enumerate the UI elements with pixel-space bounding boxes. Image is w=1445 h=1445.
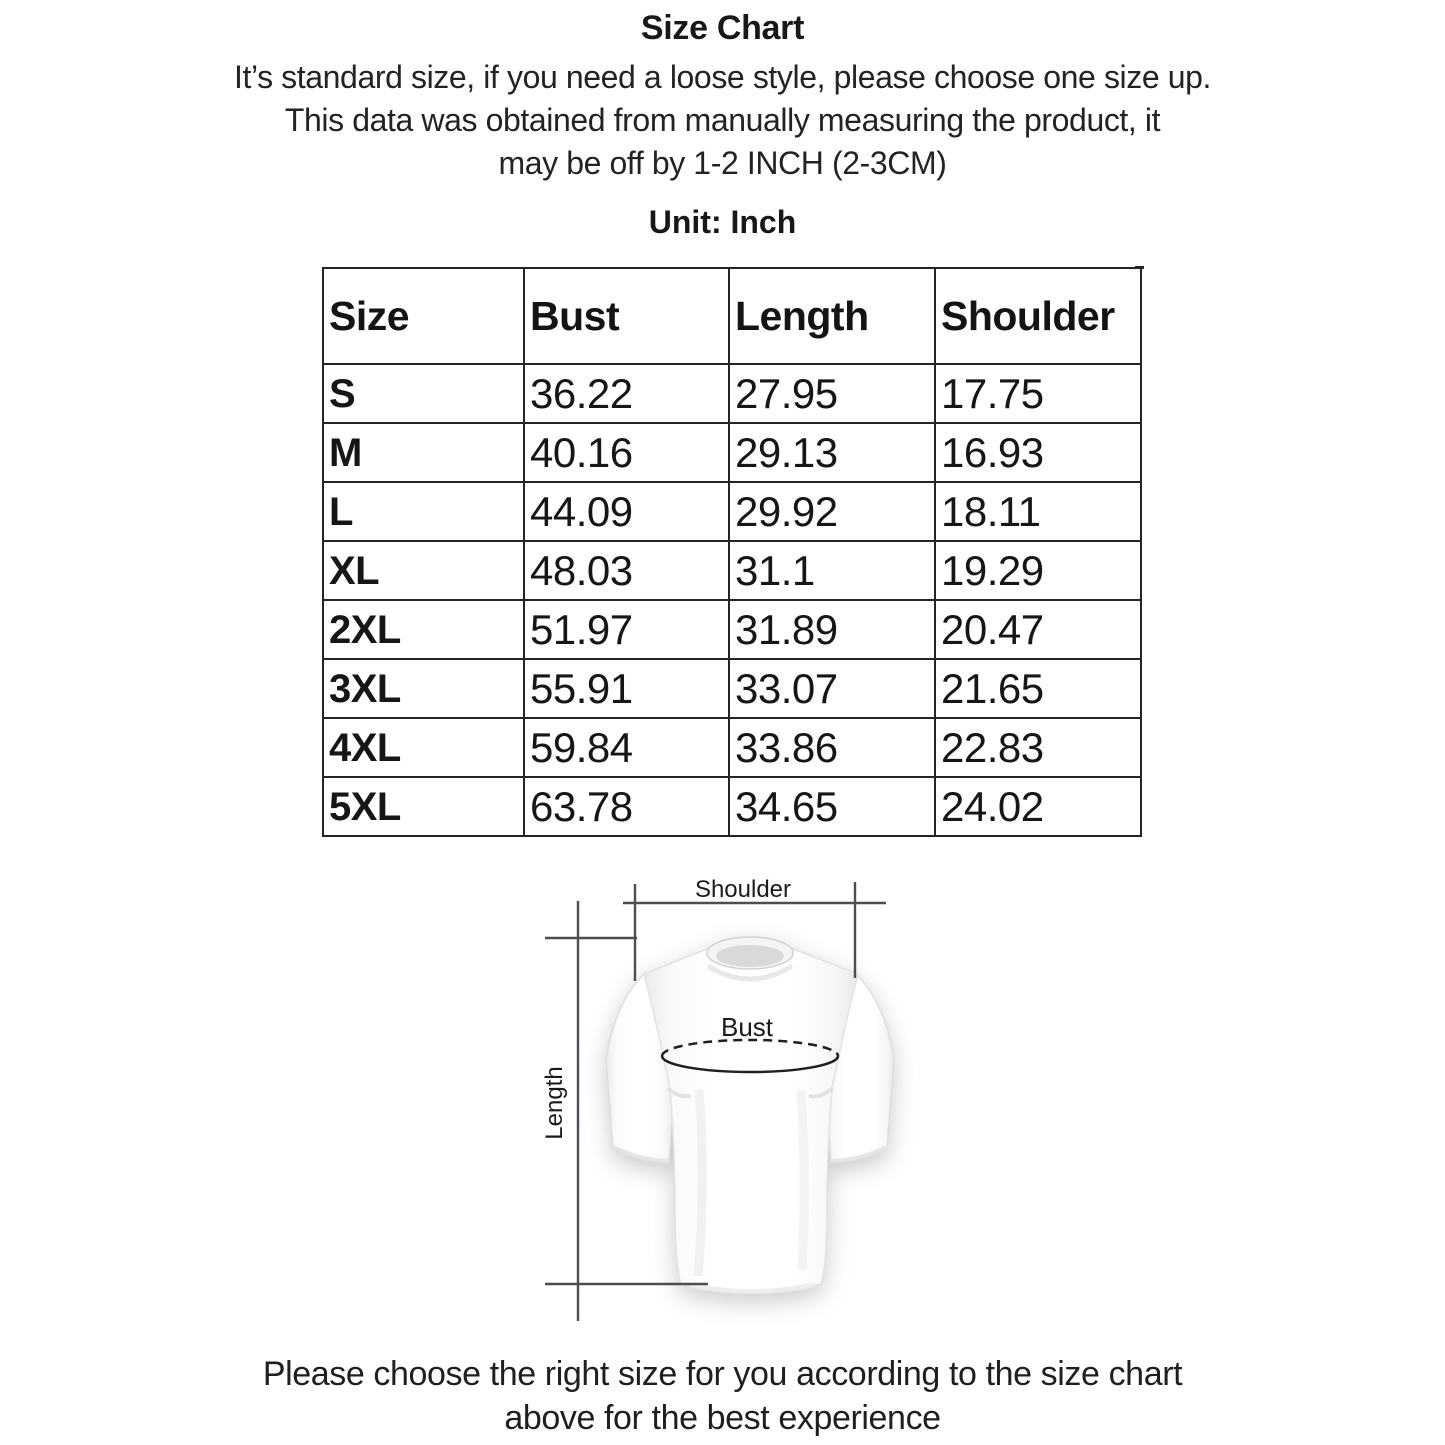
bust-cell: 40.16	[524, 423, 729, 482]
intro-line-3: may be off by 1-2 INCH (2-3CM)	[498, 145, 947, 181]
footer-note	[0, 1352, 1445, 1440]
bust-cell: 51.97	[524, 600, 729, 659]
shoulder-cell: 22.83	[935, 718, 1141, 777]
footer-line-1: Please choose the right size for you according to the size chart	[262, 1355, 1183, 1393]
body-fold-left	[698, 1090, 702, 1276]
shoulder-label: Shoulder	[694, 876, 792, 903]
size-cell: 5XL	[323, 777, 524, 836]
intro-line-2: This data was obtained from manually measuring the product, it	[284, 102, 1161, 138]
table-row	[323, 777, 1141, 836]
bust-cell: 36.22	[524, 364, 729, 423]
table-row	[323, 659, 1141, 718]
tshirt-graphic	[606, 937, 894, 1292]
table-top-border-overhang	[1135, 266, 1144, 269]
shoulder-cell: 19.29	[935, 541, 1141, 600]
collar-opening	[716, 945, 784, 967]
intro-line-1: It’s standard size, if you need a loose style, please choose one size up.	[233, 59, 1212, 95]
length-cell: 31.1	[729, 541, 935, 600]
size-cell: S	[323, 364, 524, 423]
page-title: Size Chart	[640, 9, 805, 47]
table-row	[323, 364, 1141, 423]
size-cell: M	[323, 423, 524, 482]
length-cell: 29.92	[729, 482, 935, 541]
footer-line-2: above for the best experience	[504, 1399, 941, 1437]
shoulder-cell: 21.65	[935, 659, 1141, 718]
tshirt-measurement-diagram	[540, 876, 1000, 1328]
column-header-shoulder: Shoulder	[935, 268, 1141, 364]
column-header-size: Size	[323, 268, 524, 364]
shoulder-cell: 16.93	[935, 423, 1141, 482]
bust-label: Bust	[720, 1012, 774, 1042]
length-cell: 33.86	[729, 718, 935, 777]
size-cell: 4XL	[323, 718, 524, 777]
size-cell: 2XL	[323, 600, 524, 659]
bust-cell: 44.09	[524, 482, 729, 541]
bust-cell: 59.84	[524, 718, 729, 777]
unit-label: Unit: Inch	[648, 204, 797, 240]
bust-cell: 55.91	[524, 659, 729, 718]
size-cell: 3XL	[323, 659, 524, 718]
shoulder-cell: 24.02	[935, 777, 1141, 836]
length-cell: 27.95	[729, 364, 935, 423]
body-fold-right	[801, 1090, 804, 1270]
size-cell: L	[323, 482, 524, 541]
table-header-row	[323, 268, 1141, 364]
length-cell: 34.65	[729, 777, 935, 836]
shoulder-cell: 18.11	[935, 482, 1141, 541]
column-header-bust: Bust	[524, 268, 729, 364]
table-row	[323, 423, 1141, 482]
shoulder-cell: 17.75	[935, 364, 1141, 423]
shoulder-cell: 20.47	[935, 600, 1141, 659]
length-label: Length	[541, 1066, 568, 1140]
table-row	[323, 482, 1141, 541]
table-row	[323, 541, 1141, 600]
size-table	[322, 267, 1142, 837]
intro-paragraph	[0, 56, 1445, 185]
tshirt-body	[644, 944, 858, 1293]
table-row	[323, 718, 1141, 777]
size-cell: XL	[323, 541, 524, 600]
length-cell: 31.89	[729, 600, 935, 659]
column-header-length: Length	[729, 268, 935, 364]
table-row	[323, 600, 1141, 659]
bust-cell: 63.78	[524, 777, 729, 836]
bust-cell: 48.03	[524, 541, 729, 600]
length-cell: 29.13	[729, 423, 935, 482]
length-cell: 33.07	[729, 659, 935, 718]
